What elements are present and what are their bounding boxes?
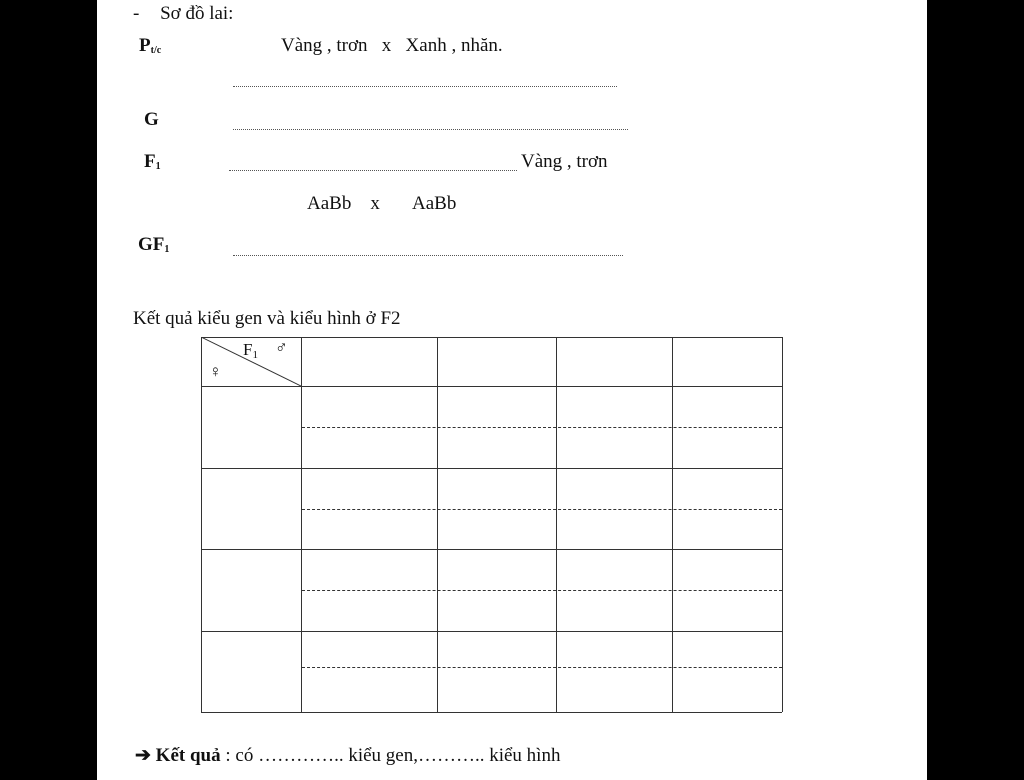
g-label: G bbox=[144, 109, 159, 130]
heading bbox=[133, 3, 233, 25]
conclusion-label: Kết quả bbox=[155, 745, 221, 766]
corner-header-cell bbox=[201, 337, 301, 386]
p-label: $P_{t/c}$ bbox=[139, 35, 162, 56]
table-title: Kết quả kiểu gen và kiểu hình ở F2 bbox=[133, 308, 401, 329]
heading-bullet: - bbox=[133, 3, 140, 24]
p-content: Vàng , trơn x Xanh , nhăn. bbox=[281, 35, 503, 56]
female-symbol-icon: ♀ bbox=[209, 362, 222, 381]
worksheet-page bbox=[97, 0, 927, 780]
gf1-blank-line bbox=[233, 255, 623, 256]
conclusion-text: : có ………….. kiểu gen,……….. kiểu hình bbox=[225, 745, 561, 766]
male-symbol-icon: ♂ bbox=[275, 338, 288, 357]
f1-blank-line bbox=[229, 170, 517, 171]
conclusion bbox=[135, 744, 560, 767]
arrow-right-icon: ➔ bbox=[135, 745, 151, 766]
f1-content: Vàng , trơn bbox=[521, 151, 608, 172]
f1-label: $F_1$ bbox=[144, 151, 161, 172]
f1-male-header: F1 bbox=[243, 340, 258, 361]
punnett-table bbox=[201, 337, 782, 712]
g-blank-line bbox=[233, 129, 628, 130]
gf1-label: $GF_1$ bbox=[138, 234, 170, 255]
f1-cross: AaBb x AaBb bbox=[307, 193, 457, 214]
p-blank-line bbox=[233, 86, 617, 87]
heading-text: Sơ đồ lai: bbox=[160, 3, 234, 24]
